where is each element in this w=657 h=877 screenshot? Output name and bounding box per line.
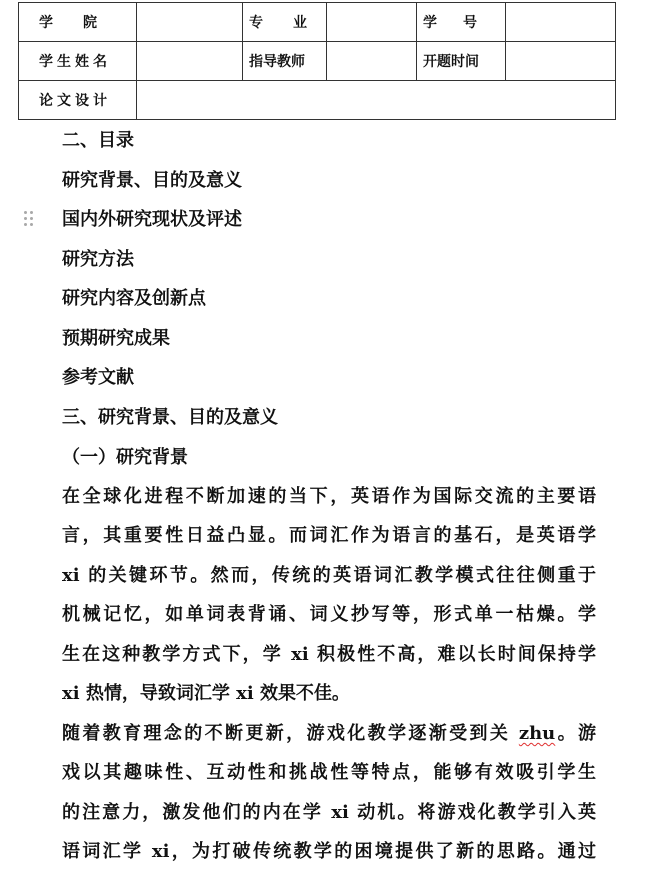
toc-item: 研究背景、目的及意义 <box>62 170 242 191</box>
info-row-3 <box>19 81 616 120</box>
toc-item: 研究内容及创新点 <box>62 288 206 309</box>
toc-item: 预期研究成果 <box>62 328 170 349</box>
proposal-time-label: 开题时间 <box>417 42 506 81</box>
major-label: 专业 <box>243 3 327 42</box>
college-field[interactable] <box>137 3 243 42</box>
subsection-heading: （一）研究背景 <box>62 447 188 468</box>
paragraph-line: xi 的关键环节。然而，传统的英语词汇教学模式往往侧重于 <box>62 564 596 586</box>
student-id-field[interactable] <box>506 3 616 42</box>
paragraph-line: 生在这种教学方式下，学 xi 积极性不高，难以长时间保持学 <box>62 643 596 665</box>
student-name-label: 学生姓名 <box>19 42 137 81</box>
advisor-label: 指导教师 <box>243 42 327 81</box>
spellcheck-flagged-word[interactable]: zhu <box>518 723 556 744</box>
paragraph-background <box>62 477 596 713</box>
paragraph-line: 言，其重要性日益凸显。而词汇作为语言的基石，是英语学 <box>62 525 596 547</box>
line-text: 随着教育理念的不断更新，游戏化教学逐渐受到关 <box>62 723 519 744</box>
toc-item: 研究方法 <box>62 249 134 270</box>
thesis-design-field[interactable] <box>137 81 616 120</box>
line-text: 。游 <box>555 723 597 744</box>
drag-handle-icon[interactable] <box>24 211 34 229</box>
toc-item: 参考文献 <box>62 367 134 388</box>
student-name-field[interactable] <box>137 42 243 81</box>
major-field[interactable] <box>327 3 417 42</box>
paragraph-line: 在全球化进程不断加速的当下，英语作为国际交流的主要语 <box>62 486 596 507</box>
info-row-1 <box>19 3 616 42</box>
paragraph-line: 的注意力，激发他们的内在学 xi 动机。将游戏化教学引入英 <box>62 801 596 823</box>
paragraph-line <box>62 714 596 753</box>
toc-item: 国内外研究现状及评述 <box>62 209 242 230</box>
thesis-design-label: 论文设计 <box>19 81 137 120</box>
student-info-table <box>18 2 616 120</box>
student-id-label: 学号 <box>417 3 506 42</box>
info-row-2 <box>19 42 616 81</box>
college-label: 学院 <box>19 3 137 42</box>
proposal-time-field[interactable] <box>506 42 616 81</box>
paragraph-line: xi 热情，导致词汇学 xi 效果不佳。 <box>62 682 350 704</box>
section-heading: 三、研究背景、目的及意义 <box>62 407 278 428</box>
paragraph-line: 语词汇学 xi，为打破传统教学的困境提供了新的思路。通过 <box>62 841 596 863</box>
toc-heading: 二、目录 <box>62 130 134 151</box>
advisor-field[interactable] <box>327 42 417 81</box>
paragraph-line: 戏以其趣味性、互动性和挑战性等特点，能够有效吸引学生 <box>62 762 596 784</box>
paragraph-gamification <box>62 714 596 872</box>
paragraph-line: 机械记忆，如单词表背诵、词义抄写等，形式单一枯燥。学 <box>62 604 596 626</box>
